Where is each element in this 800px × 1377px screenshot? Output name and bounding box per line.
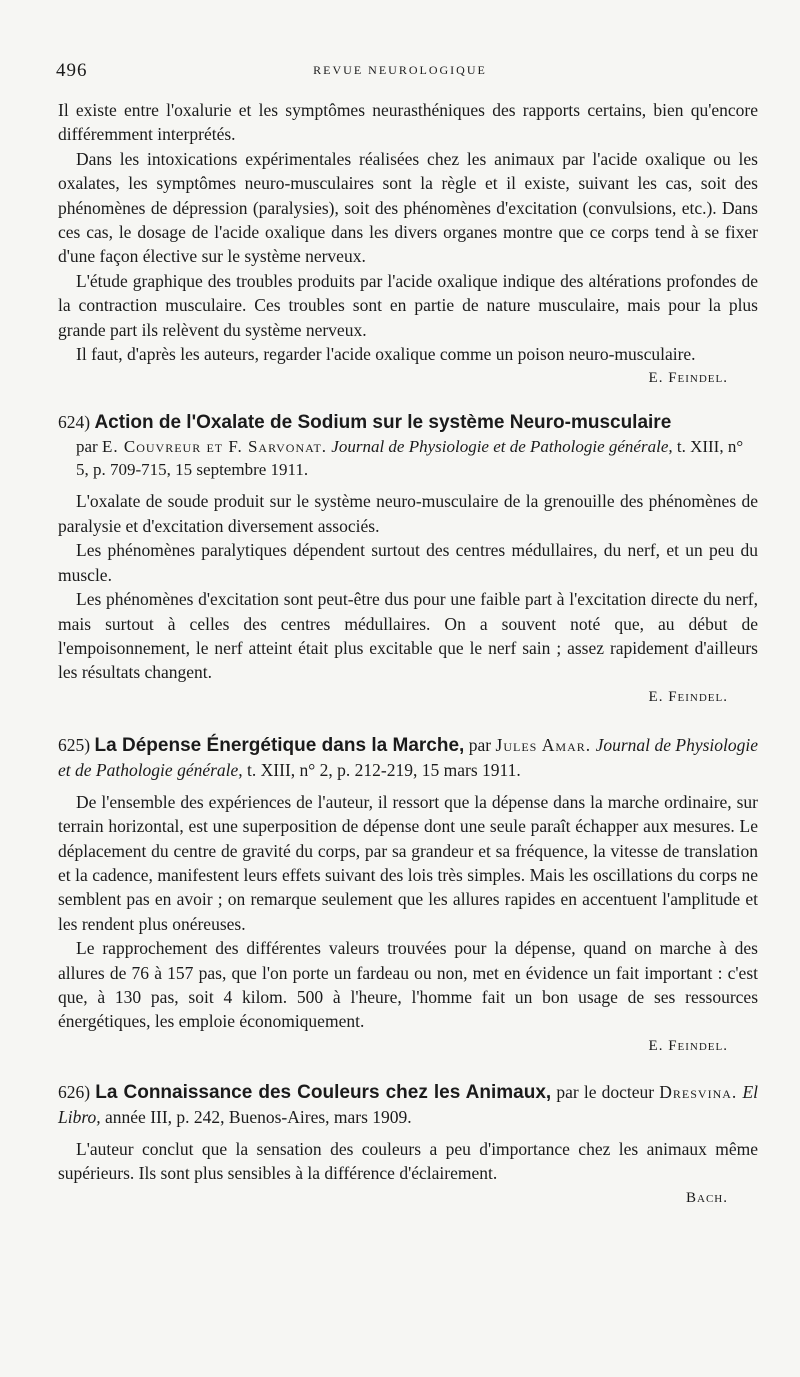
article-reference — [58, 435, 758, 481]
paragraph: Le rapprochement des différentes valeurs trouvées pour la dépense, quand on marche à des allures de 76 à 157 pas, que l'on porte un fardeau ou non, met en évidence un fait important : c'est que, à 130 pas, soit 4 kilom. 500 à l'heure, l'homme fait un bon usage de ses ressources énergétiques, les emploie économiquement. — [58, 938, 758, 1032]
article-body — [58, 1137, 758, 1186]
article-journal: Journal de Physiologie et de Pathologie générale, — [58, 734, 759, 780]
signature: E. Feindel. — [648, 370, 728, 387]
article-heading — [58, 1080, 758, 1129]
article-heading — [58, 410, 758, 435]
page-number: 496 — [56, 60, 88, 81]
article-journal: El Libro, — [58, 1081, 759, 1127]
signature: Bach. — [686, 1189, 728, 1206]
journal-title: REVUE NEUROLOGIQUE — [313, 63, 487, 77]
paragraph: Les phénomènes d'excitation sont peut-être dus pour une faible part à l'excitation directe du nerf, mais surtout à celles des centres médullaires. On a souvent noté que, au début de l'empoisonnement, le nerf atteint était plus excitable que le nerf sain ; assez rapidement d'ailleurs les résultats changent. — [58, 589, 758, 683]
paragraph: L'étude graphique des troubles produits par l'acide oxalique indique des altérations profondes de la contraction musculaire. Ces troubles sont en partie de nature musculaire, mais pour la plus grande part ils relèvent du système nerveux. — [58, 270, 758, 340]
paragraph: Il faut, d'après les auteurs, regarder l'acide oxalique comme un poison neuro-musculaire. — [76, 344, 696, 365]
article-journal: Journal de Physiologie et de Pathologie générale, — [331, 437, 673, 457]
reference-details: t. XIII, n° 2, p. 212-219, 15 mars 1911. — [242, 759, 521, 780]
article-626 — [58, 1080, 758, 1210]
article-624 — [58, 410, 758, 708]
previous-article-continuation — [58, 98, 758, 390]
article-authors: Jules Amar. — [495, 734, 592, 755]
reference-prefix: par — [464, 734, 496, 755]
article-title: La Dépense Énergétique dans la Marche, — [94, 734, 465, 756]
article-authors: E. Couvreur et F. Sarvonat. — [101, 437, 328, 457]
paragraph: L'oxalate de soude produit sur le système neuro-musculaire de la grenouille des phénomènes de paralysie et d'excitation diversement associés. — [58, 491, 758, 536]
article-number: 625) — [58, 734, 91, 755]
paragraph: De l'ensemble des expériences de l'auteur, il ressort que la dépense dans la marche ordinaire, sur terrain horizontal, est une superposition de dépense dont une seule paraît échapper aux mesures. Le déplacement du centre de gravité du corps, par sa grandeur et sa fréquence, la vitesse de translation et la cadence, manifestent leurs effets suivant des lois très simples. Mais les oscillations du corps ne semblent pas en avoir ; on remarque seulement que les allures rapides en accentuent l'amplitude et les rendent plus onéreuses. — [58, 791, 758, 934]
reference-prefix: par — [76, 437, 102, 457]
article-number: 624) — [58, 412, 91, 433]
running-header — [56, 60, 744, 82]
article-number: 626) — [58, 1081, 91, 1102]
article-625 — [58, 733, 758, 1058]
article-heading — [58, 733, 758, 782]
paragraph: Dans les intoxications expérimentales réalisées chez les animaux par l'acide oxalique ou les oxalates, les symptômes neuro-musculaires sont la règle et il existe, suivant les cas, soit des phénomènes de dépression (paralysies), soit des phénomènes d'excitation (convulsions, etc.). Dans ces cas, le dosage de l'acide oxalique dans les divers organes montre que ce corps tend à se fixer d'une façon élective sur le système nerveux. — [58, 148, 758, 267]
paragraph: L'auteur conclut que la sensation des couleurs a peu d'importance chez les animaux même supérieurs. Ils sont plus sensibles à la différence d'éclairement. — [58, 1138, 758, 1184]
article-authors: Dresvina. — [659, 1081, 738, 1102]
article-title: La Connaissance des Couleurs chez les Animaux, — [95, 1081, 552, 1103]
article-body — [58, 790, 758, 1034]
page-content — [58, 98, 758, 1210]
signature: E. Feindel. — [648, 1037, 728, 1054]
reference-details: t. XIII, n° 5, p. 709-715, 15 septembre 1911. — [76, 437, 744, 480]
reference-prefix: par le docteur — [551, 1081, 660, 1102]
paragraph: Les phénomènes paralytiques dépendent surtout des centres médullaires, du nerf, et un peu du muscle. — [58, 540, 758, 585]
article-body — [58, 489, 758, 684]
paragraph: Il existe entre l'oxalurie et les symptômes neurasthéniques des rapports certains, bien qu'encore différemment interprétés. — [58, 100, 758, 145]
article-title: Action de l'Oxalate de Sodium sur le système Neuro-musculaire — [94, 412, 672, 434]
reference-details: année III, p. 242, Buenos-Aires, mars 1909. — [100, 1106, 412, 1127]
signature: E. Feindel. — [648, 688, 728, 705]
